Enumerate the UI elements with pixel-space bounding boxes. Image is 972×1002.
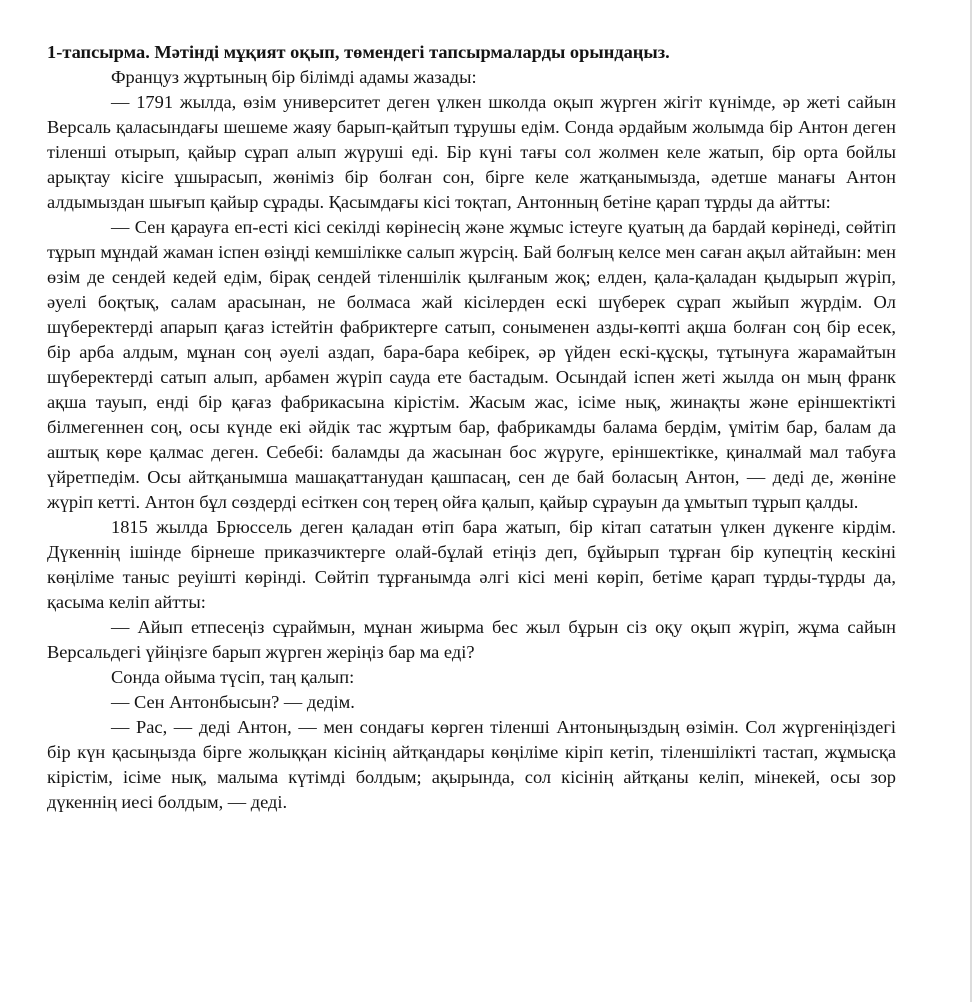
paragraph-recognition: — Сен Антонбысын? — дедім. [111,692,355,712]
paragraph-1815-story: 1815 жылда Брюссель деген қаладан өтіп бара жатып, бір кітап сататын үлкен дүкенге кірдім. Дүкеннің ішінде бірнеше приказчиктерге олай-бұлай етіңіз деп, бұйырып тұрған бір купецтің кескіні көңіліме таныс реуішті көрінді. Сөйтіп тұрғанымда әлгі кісі мені көріп, бетіме қарап тұрды-тұрды да, қасыма келіп айтты: [47,517,896,612]
paragraph-anton-reply: — Рас, — деді Антон, — мен сондағы көрген тіленші Антоныңыздың өзімін. Сол жүргеніңіздегі бір күн қасыңызда бірге жолыққан кісінің айтқандары көңіліме кіріп кетіп, тіленшілікті тастап, жұмысқа кірістім, ісіме нық, малыма күтімді болдым; ақырында, сол кісінің айтқаны келіп, мінекей, осы зор дүкеннің иесі болдым, — деді. [47,717,896,812]
paragraph-1791-story: — 1791 жылда, өзім университет деген үлкен школда оқып жүрген жігіт күнімде, әр жеті сайын Версаль қаласындағы шешеме жаяу барып-қайтып тұрушы едім. Сонда әрдайым жолымда бір Антон деген тіленші отырып, қайыр сұрап алып жүруші еді. Бір күні тағы сол жолмен келе жатып, бір орта бойлы арықтау кісіге ұшырасып, жөніміз бір болған сон, бірге келе жатқанымызда, әдетше манағы Антон алдымыздан шығып қайыр сұрады. Қасымдағы кісі тоқтап, Антонның бетіне қарап тұрды да айтты: [47,92,896,212]
document-page [47,40,896,815]
paragraph-question: — Айып етпесеңіз сұраймын, мұнан жиырма бес жыл бұрын сіз оқу оқып жүріп, жұма сайын Версальдегі үйіңізге барып жүрген жеріңіз бар ма еді? [47,617,896,662]
paragraph-advice-speech: — Сен қарауға еп-есті кісі секілді көрінесің және жұмыс істеуге қуатың да бардай көрінеді, сөйтіп тұрып мұндай жаман іспен өзіңді кемшілікке салып жүрсің. Бай болғың келсе мен саған ақыл айтайын: мен өзім де сендей кедей едім, бірақ сендей тіленшілік қылғаным жоқ; елден, қала-қаладан қыдырып жүріп, әуелі боқтық, салам арасынан, не болмаса жай кісілерден ескі шүберек сұрап жыйып жүрдім. Ол шүберектерді апарып қағаз істейтін фабриктерге сатып, соныменен азды-көпті ақша болған соң бір есек, бір арба алдым, мұнан соң әуелі аздап, бара-бара кебірек, әр үйден ескі-құсқы, тұтынуға жарамайтын шүберектерді сатып алып, арбамен жүріп сауда ете бастадым. Осындай іспен жеті жылда он мың франк ақша тауып, енді бір қағаз фабрикасына кірістім. Жасым жас, ісіме нық, жинақты және еріншектікті білмегеннен соң, осы күнде екі әйдік тас жұртым бар, фабрикамды балама бердім, үмітім бар, балам да аштық көре қалмас деген. Себебі: баламды да жасынан бос жүруге, еріншектікке, қиналмай мал табуға үйретпедім. Осы айтқанымша машақаттанудан қашпасаң, сен де бай боласың Антон, — деді де, жөніне жүріп кетті. Антон бұл сөздерді есіткен соң терең ойға қалып, қайыр сұрауын да ұмытып тұрып қалды. [47,217,896,512]
paragraph-intro: Француз жұртының бір білімді адамы жазады: [111,67,477,87]
task-heading: 1-тапсырма. Мәтінді мұқият оқып, төмендегі тапсырмаларды орындаңыз. [47,42,670,62]
paragraph-surprise: Сонда ойыма түсіп, таң қалып: [111,667,355,687]
